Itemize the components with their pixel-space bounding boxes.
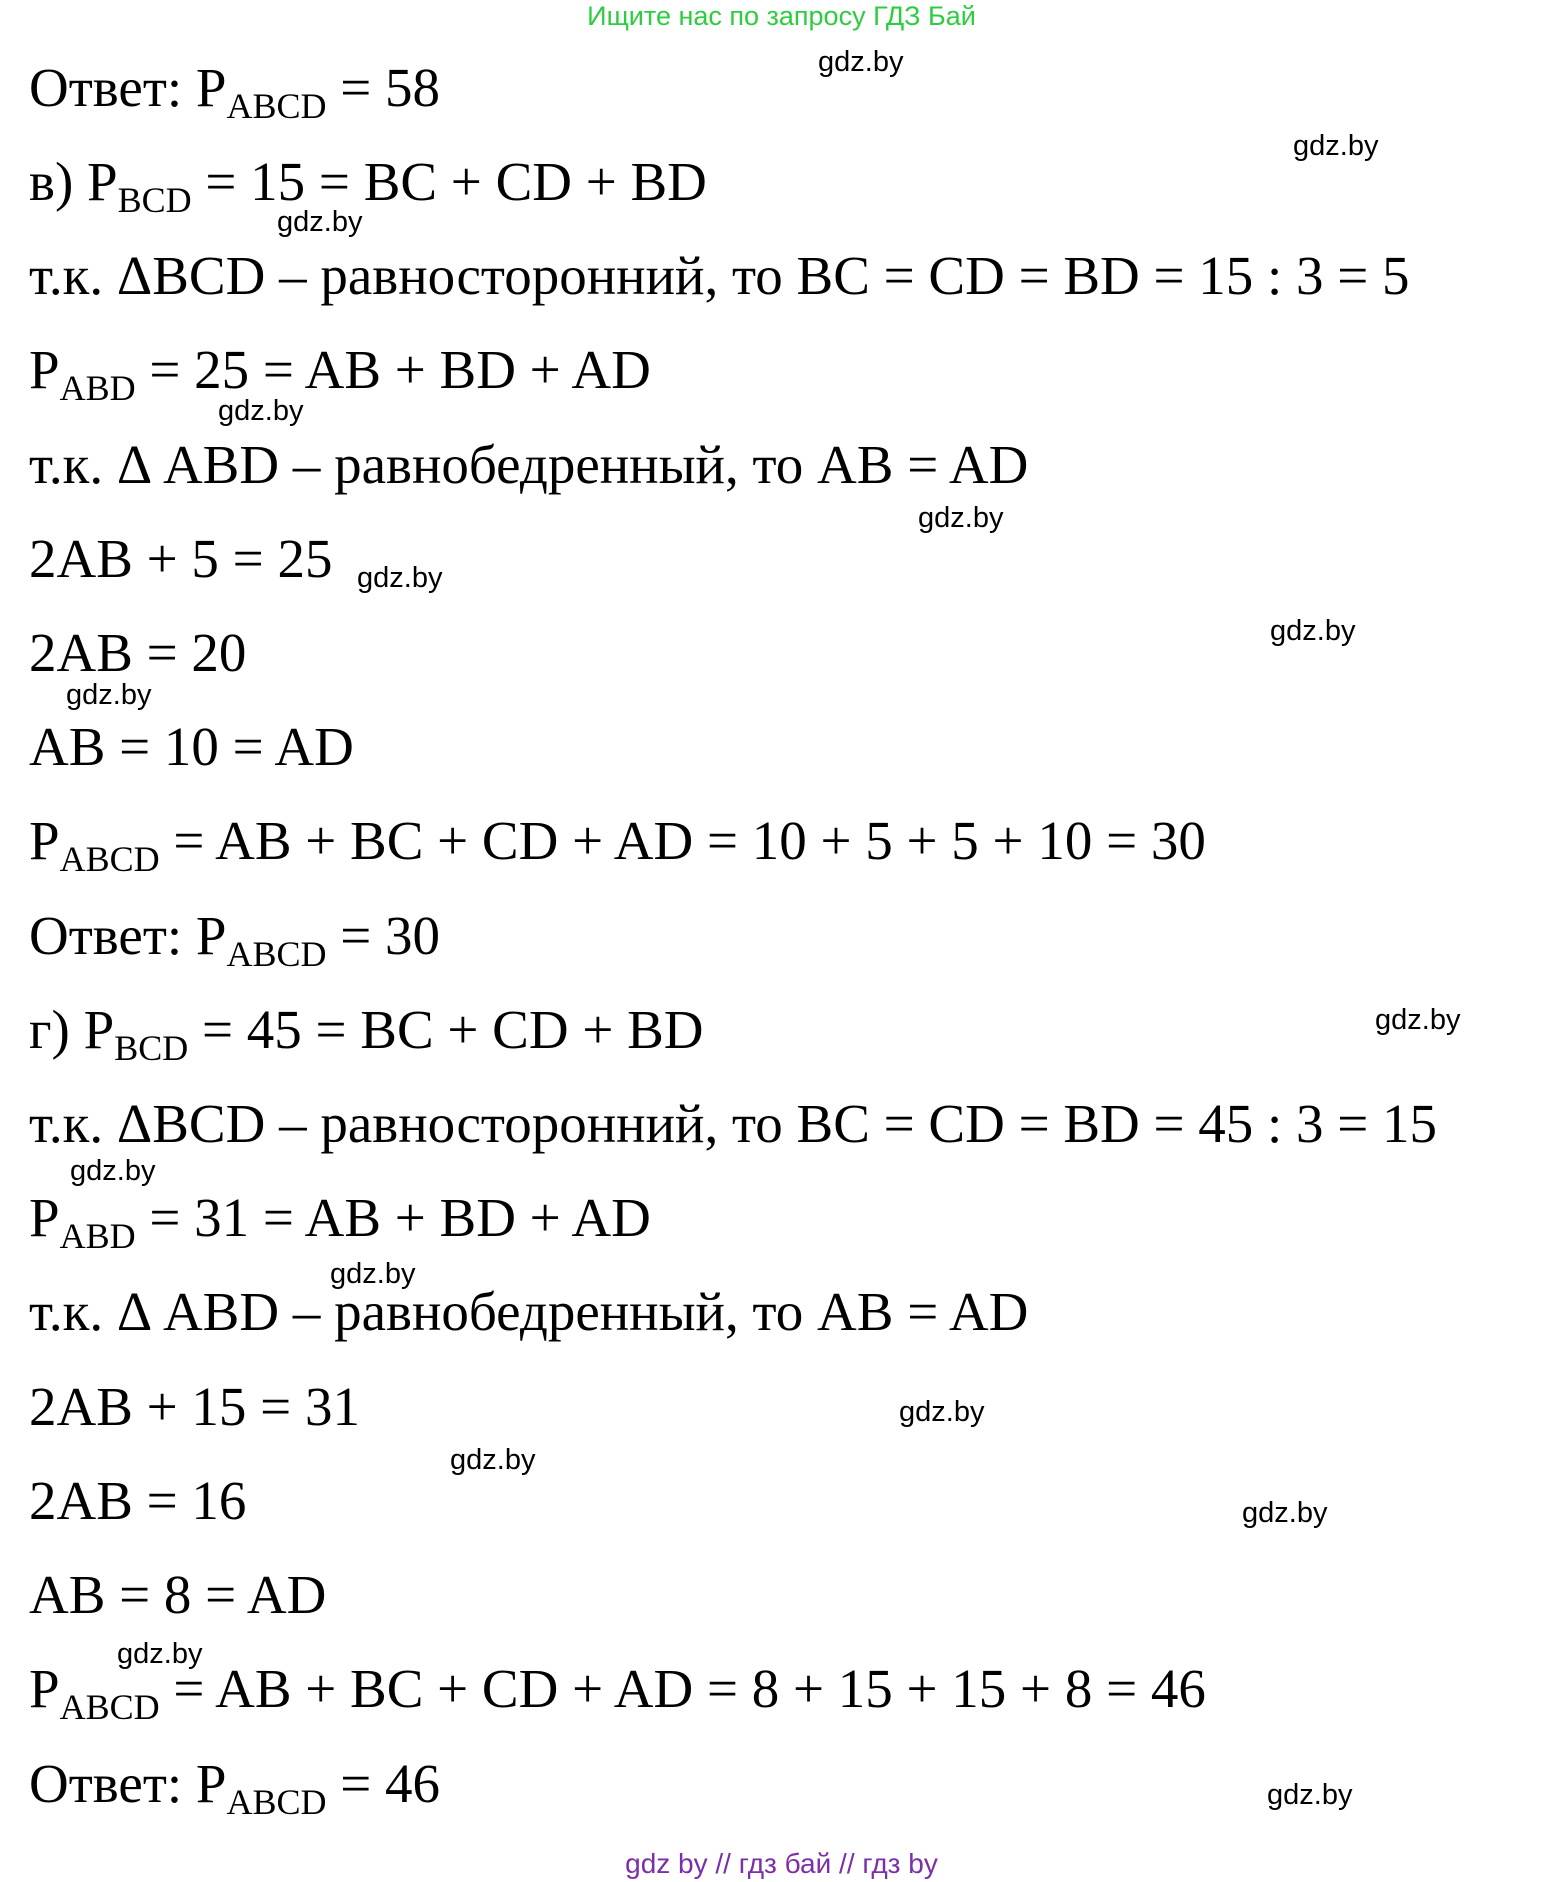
solution-line: т.к. Δ ABD – равнобедренный, то AB = AD <box>29 434 1029 495</box>
watermark: gdz.by <box>357 562 443 594</box>
watermark: gdz.by <box>66 679 152 711</box>
watermark: gdz.by <box>1242 1497 1328 1529</box>
watermark: gdz.by <box>1270 615 1356 647</box>
watermark: gdz.by <box>899 1396 985 1428</box>
solution-line: 2AB + 15 = 31 <box>29 1376 360 1437</box>
watermark: gdz.by <box>117 1638 203 1670</box>
footer-text: gdz by // гдз бай // гдз by <box>625 1848 938 1879</box>
answer-line: Ответ: $P_{ABCD} = 46$ <box>29 1753 441 1822</box>
answer-line: Ответ: $P_{ABCD} = 30$ <box>29 905 441 974</box>
watermark: gdz.by <box>277 206 363 238</box>
search-hint-banner <box>0 0 1563 31</box>
watermark: gdz.by <box>1375 1004 1461 1036</box>
watermark: gdz.by <box>1267 1779 1353 1811</box>
watermark: gdz.by <box>1293 130 1379 162</box>
watermark: gdz.by <box>918 502 1004 534</box>
solution-line: 2AB + 5 = 25 <box>29 528 333 589</box>
watermark: gdz.by <box>70 1155 156 1187</box>
footer-links <box>0 1848 1563 1880</box>
solution-line: 2AB = 16 <box>29 1470 247 1531</box>
solution-line: $P_{ABD} = 31$ = AB + BD + AD <box>29 1187 651 1256</box>
solution-line: $P_{ABD} = 25$ = AB + BD + AD <box>29 339 651 408</box>
solution-line: в) $P_{BCD} = 15$ = BC + CD + BD <box>29 151 707 220</box>
banner-text: Ищите нас по запросу ГДЗ Бай <box>587 1 976 31</box>
solution-line: $P_{ABCD}$ = AB + BC + CD + AD = 10 + 5 + 5 + 10 = 30 <box>29 810 1206 879</box>
solution-line: AB = 8 = AD <box>29 1564 327 1625</box>
solution-line: 2AB = 20 <box>29 622 247 683</box>
solution-line: т.к. ΔBCD – равносторонний, то BC = CD = BD = 45 : 3 = 15 <box>29 1093 1438 1154</box>
solution-line: т.к. ΔBCD – равносторонний, то BC = CD = BD = 15 : 3 = 5 <box>29 245 1410 306</box>
solution-line: Ответ: $P_{ABCD} = 58$ <box>29 57 441 126</box>
watermark: gdz.by <box>330 1258 416 1290</box>
solution-line: г) $P_{BCD} = 45$ = BC + CD + BD <box>29 999 704 1068</box>
solution-line: т.к. Δ ABD – равнобедренный, то AB = AD <box>29 1281 1029 1342</box>
watermark: gdz.by <box>450 1444 536 1476</box>
watermark: gdz.by <box>218 395 304 427</box>
watermark: gdz.by <box>818 46 904 78</box>
solution-line: AB = 10 = AD <box>29 716 354 777</box>
solution-line: $P_{ABCD}$ = AB + BC + CD + AD = 8 + 15 + 15 + 8 = 46 <box>29 1658 1206 1727</box>
